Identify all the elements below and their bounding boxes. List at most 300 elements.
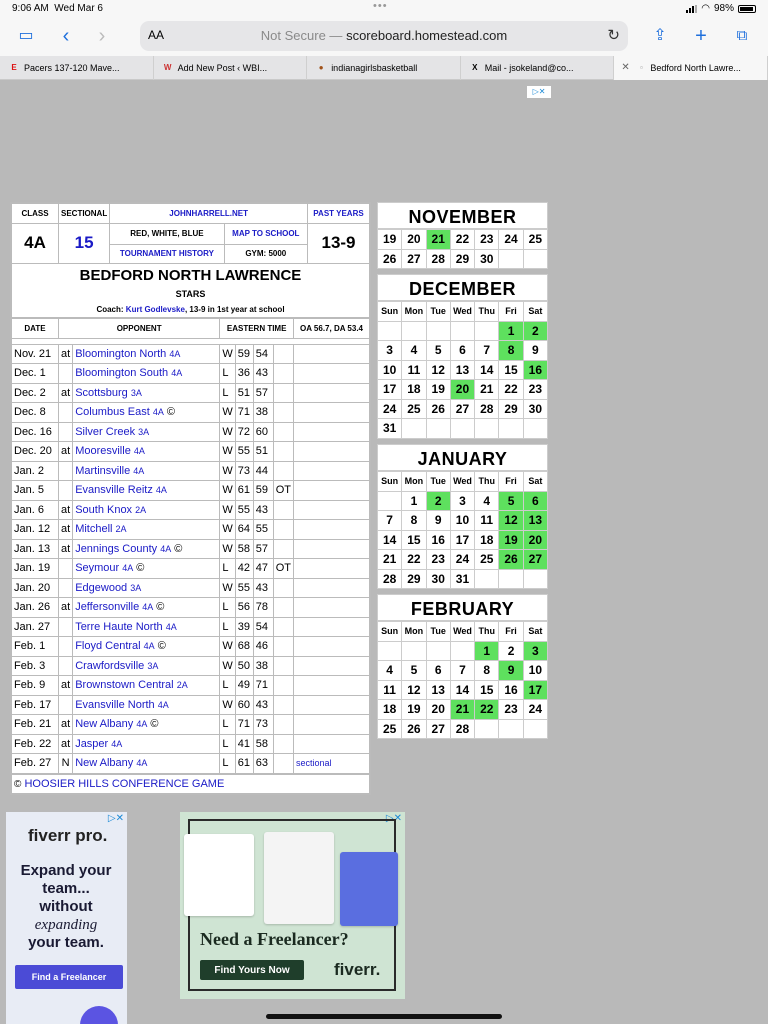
opponent-link[interactable]: Mitchell 2A bbox=[73, 520, 220, 540]
calendar-day: 27 bbox=[523, 550, 547, 570]
calendar-day: 12 bbox=[499, 511, 523, 531]
game-location bbox=[59, 461, 73, 481]
calendar-day: 2 bbox=[523, 321, 547, 341]
overtime bbox=[273, 637, 293, 657]
browser-tab[interactable] bbox=[0, 56, 154, 80]
calendar-day: 7 bbox=[475, 341, 499, 361]
browser-tab[interactable] bbox=[154, 56, 308, 80]
weekday-header: Mon bbox=[402, 302, 426, 322]
weekday-header: Tue bbox=[426, 302, 450, 322]
game-result: W bbox=[220, 422, 235, 442]
opponent-score: 43 bbox=[253, 500, 273, 520]
opponent-score: 59 bbox=[253, 481, 273, 501]
game-result: W bbox=[220, 578, 235, 598]
opponent-link[interactable]: Evansville North 4A bbox=[73, 695, 220, 715]
overtime bbox=[273, 734, 293, 754]
our-score: 64 bbox=[235, 520, 253, 540]
schedule-panel bbox=[10, 202, 371, 795]
calendar-day: 1 bbox=[475, 641, 499, 661]
calendar-day: 11 bbox=[378, 680, 402, 700]
calendar-day: 10 bbox=[450, 511, 474, 531]
calendar-day bbox=[475, 419, 499, 439]
game-result: W bbox=[220, 695, 235, 715]
calendar-day: 25 bbox=[378, 719, 402, 739]
calendar-day: 21 bbox=[450, 700, 474, 720]
our-score: 72 bbox=[235, 422, 253, 442]
our-score: 39 bbox=[235, 617, 253, 637]
our-score: 36 bbox=[235, 364, 253, 384]
game-location: at bbox=[59, 520, 73, 540]
opponent-link[interactable]: Jennings County 4A © bbox=[73, 539, 220, 559]
status-bar bbox=[0, 0, 768, 18]
game-date: Jan. 5 bbox=[12, 481, 59, 501]
opponent-score: 73 bbox=[253, 715, 273, 735]
conference-game-icon: © bbox=[166, 406, 175, 419]
team-colors: RED, WHITE, BLUE bbox=[110, 223, 224, 244]
opponent-score: 44 bbox=[253, 461, 273, 481]
overtime bbox=[273, 461, 293, 481]
calendar-day: 15 bbox=[475, 680, 499, 700]
calendar-day: 1 bbox=[402, 491, 426, 511]
calendar-day bbox=[426, 641, 450, 661]
calendar-day: 3 bbox=[450, 491, 474, 511]
calendar-day: 4 bbox=[475, 491, 499, 511]
game-location bbox=[59, 656, 73, 676]
game-location: N bbox=[59, 754, 73, 774]
find-freelancer-button[interactable]: Find a Freelancer bbox=[15, 965, 123, 989]
calendar-day: 12 bbox=[426, 360, 450, 380]
game-result: L bbox=[220, 364, 235, 384]
calendar-month-title: DECEMBER bbox=[377, 274, 548, 301]
ad-choices-icon[interactable]: ▷✕ bbox=[385, 813, 402, 824]
game-row bbox=[12, 598, 370, 618]
page-icon: ▫ bbox=[639, 63, 643, 72]
our-score: 60 bbox=[235, 695, 253, 715]
calendar-day: 18 bbox=[378, 700, 402, 720]
game-result: W bbox=[220, 481, 235, 501]
opponent-link[interactable]: New Albany 4A © bbox=[73, 715, 220, 735]
tab-label: Bedford North Lawre... bbox=[650, 63, 741, 73]
ad-headline: Need a Freelancer? bbox=[200, 929, 349, 949]
calendar-day: 7 bbox=[450, 661, 474, 681]
ad-choices-icon[interactable]: ▷✕ bbox=[107, 813, 124, 824]
game-note[interactable]: sectional bbox=[294, 754, 370, 774]
opponent-link[interactable]: Mooresville 4A bbox=[73, 442, 220, 462]
game-row bbox=[12, 481, 370, 501]
profile-card-icon bbox=[264, 832, 334, 924]
game-row bbox=[12, 637, 370, 657]
opponent-link[interactable]: South Knox 2A bbox=[73, 500, 220, 520]
our-score: 55 bbox=[235, 500, 253, 520]
address-bar[interactable] bbox=[140, 21, 628, 51]
new-tab-icon[interactable]: + bbox=[695, 25, 707, 47]
overtime bbox=[273, 383, 293, 403]
overtime bbox=[273, 598, 293, 618]
game-note bbox=[294, 676, 370, 696]
game-note bbox=[294, 364, 370, 384]
calendar-day: 19 bbox=[378, 230, 402, 250]
game-location: at bbox=[59, 676, 73, 696]
game-location: at bbox=[59, 500, 73, 520]
game-date: Dec. 16 bbox=[12, 422, 59, 442]
game-row bbox=[12, 578, 370, 598]
conference-game-icon: © bbox=[156, 601, 165, 614]
battery-percent: 98% bbox=[713, 3, 734, 14]
calendar-day: 15 bbox=[402, 530, 426, 550]
calendar-day: 28 bbox=[426, 249, 450, 269]
back-icon[interactable]: ‹ bbox=[62, 25, 70, 47]
game-result: W bbox=[220, 461, 235, 481]
johnharrell-link[interactable]: JOHNHARRELL.NET bbox=[110, 204, 308, 224]
reader-options-button[interactable]: AA bbox=[148, 28, 165, 42]
conference-game-icon: © bbox=[157, 640, 166, 653]
status-time: 9:06 AM Wed Mar 6 bbox=[12, 3, 103, 14]
calendar-day: 5 bbox=[499, 491, 523, 511]
fiverr-pro-ad[interactable] bbox=[6, 812, 127, 1024]
opponent-score: 43 bbox=[253, 695, 273, 715]
game-row bbox=[12, 676, 370, 696]
opponent-link[interactable]: Crawfordsville 3A bbox=[73, 656, 220, 676]
status-right bbox=[686, 3, 756, 14]
opponent-link[interactable]: Terre Haute North 4A bbox=[73, 617, 220, 637]
our-score: 50 bbox=[235, 656, 253, 676]
sectional-link[interactable]: 15 bbox=[59, 223, 110, 264]
calendar-day: 14 bbox=[450, 680, 474, 700]
game-note bbox=[294, 637, 370, 657]
overtime bbox=[273, 422, 293, 442]
calendar-day: 26 bbox=[499, 550, 523, 570]
our-score: 42 bbox=[235, 559, 253, 579]
calendar-day: 30 bbox=[426, 569, 450, 589]
game-row bbox=[12, 656, 370, 676]
calendar-day: 24 bbox=[499, 230, 523, 250]
game-note bbox=[294, 520, 370, 540]
game-note bbox=[294, 578, 370, 598]
opponent-link[interactable]: Floyd Central 4A © bbox=[73, 637, 220, 657]
calendar-day: 24 bbox=[523, 700, 547, 720]
overtime bbox=[273, 442, 293, 462]
fiverr-logo: fiverr. bbox=[334, 960, 381, 979]
share-icon[interactable]: ⇪ bbox=[653, 27, 667, 44]
calendar-day: 26 bbox=[426, 399, 450, 419]
calendar-day: 28 bbox=[475, 399, 499, 419]
our-score: 49 bbox=[235, 676, 253, 696]
calendar-february bbox=[377, 594, 548, 739]
our-score: 73 bbox=[235, 461, 253, 481]
url-text[interactable]: Not Secure — scoreboard.homestead.com bbox=[260, 28, 508, 43]
class-value: 4A bbox=[12, 223, 59, 264]
game-result: W bbox=[220, 539, 235, 559]
game-location: at bbox=[59, 598, 73, 618]
game-location bbox=[59, 364, 73, 384]
weekday-header: Wed bbox=[450, 302, 474, 322]
opponent-score: 71 bbox=[253, 676, 273, 696]
calendar-day: 31 bbox=[378, 419, 402, 439]
game-result: W bbox=[220, 656, 235, 676]
reload-icon[interactable]: ↻ bbox=[607, 27, 620, 44]
calendar-day: 15 bbox=[499, 360, 523, 380]
calendar-day bbox=[450, 641, 474, 661]
game-date: Feb. 3 bbox=[12, 656, 59, 676]
coach-line: Coach: Kurt Godlevske, 13-9 in 1st year at school bbox=[96, 305, 285, 314]
game-row bbox=[12, 500, 370, 520]
game-result: W bbox=[220, 403, 235, 423]
overtime bbox=[273, 344, 293, 364]
calendar-day: 9 bbox=[426, 511, 450, 531]
calendar-month-title: JANUARY bbox=[377, 444, 548, 471]
weekday-header: Thu bbox=[475, 472, 499, 492]
game-note bbox=[294, 695, 370, 715]
col-ratings: OA 56.7, DA 53.4 bbox=[294, 319, 370, 339]
past-years-link[interactable]: PAST YEARS bbox=[308, 204, 370, 224]
calendar-day: 6 bbox=[450, 341, 474, 361]
game-note bbox=[294, 598, 370, 618]
opponent-link[interactable]: Brownstown Central 2A bbox=[73, 676, 220, 696]
weekday-header: Sat bbox=[523, 302, 547, 322]
browser-toolbar bbox=[0, 18, 768, 56]
game-result: L bbox=[220, 598, 235, 618]
game-result: L bbox=[220, 383, 235, 403]
game-date: Nov. 21 bbox=[12, 344, 59, 364]
calendar-day: 5 bbox=[402, 661, 426, 681]
calendar-day: 24 bbox=[450, 550, 474, 570]
calendar-day: 8 bbox=[402, 511, 426, 531]
calendar-day: 23 bbox=[475, 230, 499, 250]
game-row bbox=[12, 344, 370, 364]
game-row bbox=[12, 734, 370, 754]
weekday-header: Fri bbox=[499, 472, 523, 492]
game-date: Jan. 26 bbox=[12, 598, 59, 618]
opponent-score: 63 bbox=[253, 754, 273, 774]
calendar-day: 20 bbox=[402, 230, 426, 250]
overtime bbox=[273, 539, 293, 559]
calendar-day: 22 bbox=[402, 550, 426, 570]
browser-tab[interactable] bbox=[461, 56, 615, 80]
calendar-day: 13 bbox=[426, 680, 450, 700]
overtime bbox=[273, 656, 293, 676]
calendar-day: 11 bbox=[402, 360, 426, 380]
game-result: W bbox=[220, 500, 235, 520]
opponent-link[interactable]: Seymour 4A © bbox=[73, 559, 220, 579]
opponent-link[interactable]: Scottsburg 3A bbox=[73, 383, 220, 403]
game-note bbox=[294, 461, 370, 481]
fiverr-pro-logo: fiverr pro. bbox=[28, 826, 108, 845]
close-tab-icon[interactable]: ✕ bbox=[621, 62, 630, 73]
opponent-link[interactable]: Jasper 4A bbox=[73, 734, 220, 754]
calendar-day: 2 bbox=[499, 641, 523, 661]
opponent-score: 54 bbox=[253, 344, 273, 364]
home-indicator[interactable] bbox=[266, 1014, 502, 1019]
game-date: Feb. 21 bbox=[12, 715, 59, 735]
game-date: Feb. 17 bbox=[12, 695, 59, 715]
our-score: 41 bbox=[235, 734, 253, 754]
game-row bbox=[12, 754, 370, 774]
team-record: 13-9 bbox=[308, 223, 370, 264]
overtime: OT bbox=[273, 481, 293, 501]
calendar-day: 19 bbox=[426, 380, 450, 400]
col-date: DATE bbox=[12, 319, 59, 339]
mockup-card-icon bbox=[184, 834, 254, 916]
overtime: OT bbox=[273, 559, 293, 579]
adchoices-icon[interactable]: ▷✕ bbox=[527, 86, 551, 98]
overtime bbox=[273, 715, 293, 735]
calendar-day bbox=[499, 719, 523, 739]
conference-game-icon: © bbox=[136, 562, 145, 575]
calendar-day bbox=[499, 419, 523, 439]
calendar-day: 8 bbox=[475, 661, 499, 681]
game-note bbox=[294, 656, 370, 676]
opponent-score: 47 bbox=[253, 559, 273, 579]
game-location bbox=[59, 578, 73, 598]
opponent-link[interactable]: Bloomington North 4A bbox=[73, 344, 220, 364]
calendar-day: 29 bbox=[402, 569, 426, 589]
multitasking-dots-icon[interactable]: ••• bbox=[373, 0, 388, 12]
battery-icon bbox=[738, 5, 756, 13]
w-icon: W bbox=[163, 63, 172, 72]
wifi-icon: ◠ bbox=[701, 3, 710, 14]
game-result: L bbox=[220, 617, 235, 637]
sidebar-icon[interactable]: ▭ bbox=[18, 27, 34, 44]
calendar-day bbox=[499, 249, 523, 269]
calendar-month-title: FEBRUARY bbox=[377, 594, 548, 621]
tab-label: Mail - jsokeland@co... bbox=[484, 63, 574, 73]
calendar-day: 26 bbox=[378, 249, 402, 269]
opponent-link[interactable]: Jeffersonville 4A © bbox=[73, 598, 220, 618]
school-name: BEDFORD NORTH LAWRENCE bbox=[79, 267, 302, 284]
game-location bbox=[59, 422, 73, 442]
game-date: Jan. 6 bbox=[12, 500, 59, 520]
calendar-day: 25 bbox=[402, 399, 426, 419]
game-row bbox=[12, 422, 370, 442]
weekday-header: Fri bbox=[499, 302, 523, 322]
opponent-link[interactable]: Martinsville 4A bbox=[73, 461, 220, 481]
game-note bbox=[294, 617, 370, 637]
calendar-day bbox=[378, 491, 402, 511]
tournament-history-link[interactable]: TOURNAMENT HISTORY bbox=[110, 244, 224, 264]
calendar-day: 20 bbox=[450, 380, 474, 400]
game-location: at bbox=[59, 442, 73, 462]
game-result: L bbox=[220, 676, 235, 696]
calendar-month-title: NOVEMBER bbox=[377, 202, 548, 229]
browser-tab[interactable] bbox=[307, 56, 461, 80]
weekday-header: Mon bbox=[402, 472, 426, 492]
map-link[interactable]: MAP TO SCHOOL bbox=[224, 223, 307, 244]
opponent-score: 43 bbox=[253, 364, 273, 384]
weekday-header: Mon bbox=[402, 622, 426, 642]
tab-bar bbox=[0, 56, 768, 80]
calendar-day bbox=[523, 249, 547, 269]
calendar-day: 17 bbox=[450, 530, 474, 550]
opponent-link[interactable]: Bloomington South 4A bbox=[73, 364, 220, 384]
calendar-day: 10 bbox=[523, 661, 547, 681]
opponent-link[interactable]: Edgewood 3A bbox=[73, 578, 220, 598]
calendar-day bbox=[402, 419, 426, 439]
game-date: Feb. 9 bbox=[12, 676, 59, 696]
opponent-score: 38 bbox=[253, 656, 273, 676]
calendar-day: 20 bbox=[426, 700, 450, 720]
game-row bbox=[12, 442, 370, 462]
opponent-link[interactable]: New Albany 4A bbox=[73, 754, 220, 774]
game-date: Jan. 20 bbox=[12, 578, 59, 598]
calendar-day: 30 bbox=[523, 399, 547, 419]
game-date: Feb. 22 bbox=[12, 734, 59, 754]
calendar-day: 22 bbox=[475, 700, 499, 720]
calendar-day: 29 bbox=[499, 399, 523, 419]
espn-icon: E bbox=[11, 63, 17, 72]
calendar-day bbox=[450, 321, 474, 341]
calendar-day: 30 bbox=[475, 249, 499, 269]
game-result: L bbox=[220, 715, 235, 735]
forward-icon[interactable]: › bbox=[98, 25, 106, 47]
calendar-day: 16 bbox=[426, 530, 450, 550]
opponent-score: 55 bbox=[253, 520, 273, 540]
calendar-day: 28 bbox=[450, 719, 474, 739]
weekday-header: Wed bbox=[450, 472, 474, 492]
game-result: W bbox=[220, 442, 235, 462]
basketball-icon: ● bbox=[318, 63, 324, 72]
calendar-day: 28 bbox=[378, 569, 402, 589]
weekday-header: Sun bbox=[378, 472, 402, 492]
calendar-day: 31 bbox=[450, 569, 474, 589]
weekday-header: Sun bbox=[378, 302, 402, 322]
opponent-link[interactable]: Columbus East 4A © bbox=[73, 403, 220, 423]
calendar-day: 25 bbox=[523, 230, 547, 250]
calendar-day: 2 bbox=[426, 491, 450, 511]
fiverr-badge-icon bbox=[80, 1006, 118, 1024]
game-date: Jan. 19 bbox=[12, 559, 59, 579]
overtime bbox=[273, 500, 293, 520]
find-yours-now-button[interactable]: Find Yours Now bbox=[200, 960, 304, 980]
weekday-header: Sat bbox=[523, 622, 547, 642]
calendar-day bbox=[475, 719, 499, 739]
opponent-link[interactable]: Silver Creek 3A bbox=[73, 422, 220, 442]
opponent-score: 51 bbox=[253, 442, 273, 462]
overtime bbox=[273, 617, 293, 637]
calendar-day bbox=[426, 321, 450, 341]
opponent-score: 78 bbox=[253, 598, 273, 618]
coach-link[interactable]: Kurt Godlevske bbox=[125, 305, 185, 314]
sectional-label: SECTIONAL bbox=[59, 204, 110, 224]
class-label: CLASS bbox=[12, 204, 59, 224]
game-row bbox=[12, 461, 370, 481]
game-location bbox=[59, 637, 73, 657]
weekday-header: Fri bbox=[499, 622, 523, 642]
mockup-card-icon bbox=[340, 852, 398, 926]
game-row bbox=[12, 559, 370, 579]
game-date: Dec. 8 bbox=[12, 403, 59, 423]
calendar-day: 21 bbox=[378, 550, 402, 570]
opponent-score: 57 bbox=[253, 539, 273, 559]
weekday-header: Tue bbox=[426, 622, 450, 642]
overtime bbox=[273, 754, 293, 774]
our-score: 61 bbox=[235, 481, 253, 501]
footnote: © HOOSIER HILLS CONFERENCE GAME bbox=[12, 774, 370, 794]
calendar-day: 1 bbox=[499, 321, 523, 341]
fiverr-ad[interactable] bbox=[180, 812, 405, 999]
calendar-day: 16 bbox=[499, 680, 523, 700]
game-note bbox=[294, 734, 370, 754]
weekday-header: Thu bbox=[475, 302, 499, 322]
calendar-day: 8 bbox=[499, 341, 523, 361]
browser-tab[interactable] bbox=[614, 56, 768, 80]
opponent-link[interactable]: Evansville Reitz 4A bbox=[73, 481, 220, 501]
opponent-score: 43 bbox=[253, 578, 273, 598]
tabs-overview-icon[interactable]: ⧉ bbox=[736, 27, 748, 44]
our-score: 71 bbox=[235, 403, 253, 423]
game-note bbox=[294, 715, 370, 735]
calendar-day bbox=[450, 419, 474, 439]
game-row bbox=[12, 403, 370, 423]
